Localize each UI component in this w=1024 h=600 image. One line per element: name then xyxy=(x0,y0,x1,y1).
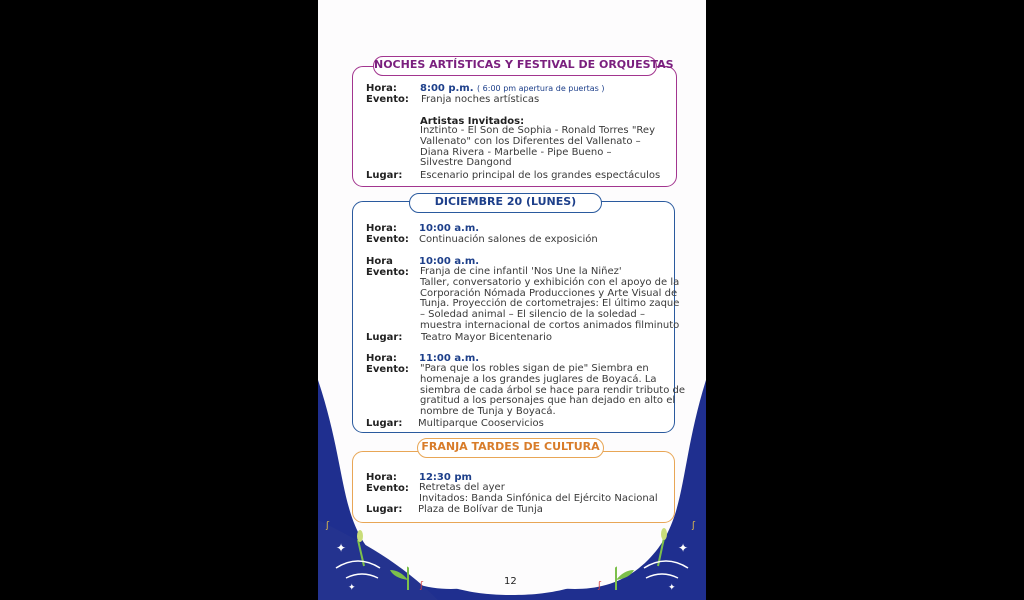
svg-text:✦: ✦ xyxy=(348,583,356,593)
section-diciembre-title: DICIEMBRE 20 (LUNES) xyxy=(409,193,602,213)
s3-evento-value: Retretas del ayer Invitados: Banda Sinfónica del Ejército Nacional xyxy=(419,482,658,504)
e3-evento-label: Evento: xyxy=(366,364,409,375)
evento-label: Evento: xyxy=(366,94,409,105)
section-tardes-title: FRANJA TARDES DE CULTURA xyxy=(417,438,604,458)
svg-text:ʃ: ʃ xyxy=(598,581,602,591)
s3-hora-label: Hora: xyxy=(366,472,397,483)
svg-text:✦: ✦ xyxy=(336,541,347,555)
svg-text:ʃ: ʃ xyxy=(326,521,330,531)
s3-lugar-label: Lugar: xyxy=(366,504,403,515)
e3-lugar-value: Multiparque Cooservicios xyxy=(418,418,544,429)
e3-evento-value: "Para que los robles sigan de pie" Siembra en homenaje a los grandes juglares de Boyacá. La siembra de cada árbol se hace para rendir tributo de gratitud a los personajes que han dejado en alto el nombre de Tunja y Boyacá. xyxy=(420,363,686,418)
e3-lugar-label: Lugar: xyxy=(366,418,403,429)
artistas-label: Artistas Invitados: xyxy=(420,116,525,127)
e3-hora-value: 11:00 a.m. xyxy=(419,353,480,364)
s3-hora-value: 12:30 pm xyxy=(419,472,472,483)
svg-text:✦: ✦ xyxy=(668,583,676,593)
artistas-list: Inztinto - El Son de Sophia - Ronald Torres "Rey Vallenato" con los Diferentes del Vallenato – Diana Rivera - Marbelle - Pipe Bueno – Silvestre Dangond xyxy=(420,125,655,169)
page-number: 12 xyxy=(504,576,517,587)
svg-text:ʃ: ʃ xyxy=(692,521,696,531)
program-page xyxy=(318,0,706,600)
e1-hora-label: Hora: xyxy=(366,223,397,234)
hora-note: ( 6:00 pm apertura de puertas ) xyxy=(477,84,605,93)
svg-text:✦: ✦ xyxy=(678,541,689,555)
e2-hora-label: Hora xyxy=(366,256,393,267)
e1-hora-value: 10:00 a.m. xyxy=(419,223,480,234)
evento-value: Franja noches artísticas xyxy=(421,94,540,105)
s3-lugar-value: Plaza de Bolívar de Tunja xyxy=(418,504,543,515)
e2-lugar-value: Teatro Mayor Bicentenario xyxy=(421,332,553,343)
e1-evento-label: Evento: xyxy=(366,234,409,245)
svg-text:ʃ: ʃ xyxy=(420,581,424,591)
lugar-value: Escenario principal de los grandes espectáculos xyxy=(420,170,661,181)
section-noches-title: NOCHES ARTÍSTICAS Y FESTIVAL DE ORQUESTAS xyxy=(373,56,657,76)
hora-label: Hora: xyxy=(366,83,397,94)
e1-evento-value: Continuación salones de exposición xyxy=(419,234,598,245)
e2-evento-label: Evento: xyxy=(366,267,409,278)
lugar-label: Lugar: xyxy=(366,170,403,181)
e3-hora-label: Hora: xyxy=(366,353,397,364)
s3-evento-label: Evento: xyxy=(366,483,409,494)
e2-evento-value: Franja de cine infantil 'Nos Une la Niñez' Taller, conversatorio y exhibición con el apoyo de la Corporación Nómada Producciones y Arte Visual de Tunja. Proyección de cortometrajes: El último zaque – Soledad animal – El silencio de la soledad – muestra internacional de cortos animados filminuto xyxy=(420,266,680,331)
hora-value: 8:00 p.m. ( 6:00 pm apertura de puertas ) xyxy=(420,83,605,94)
e2-lugar-label: Lugar: xyxy=(366,332,403,343)
e2-hora-value: 10:00 a.m. xyxy=(419,256,480,267)
